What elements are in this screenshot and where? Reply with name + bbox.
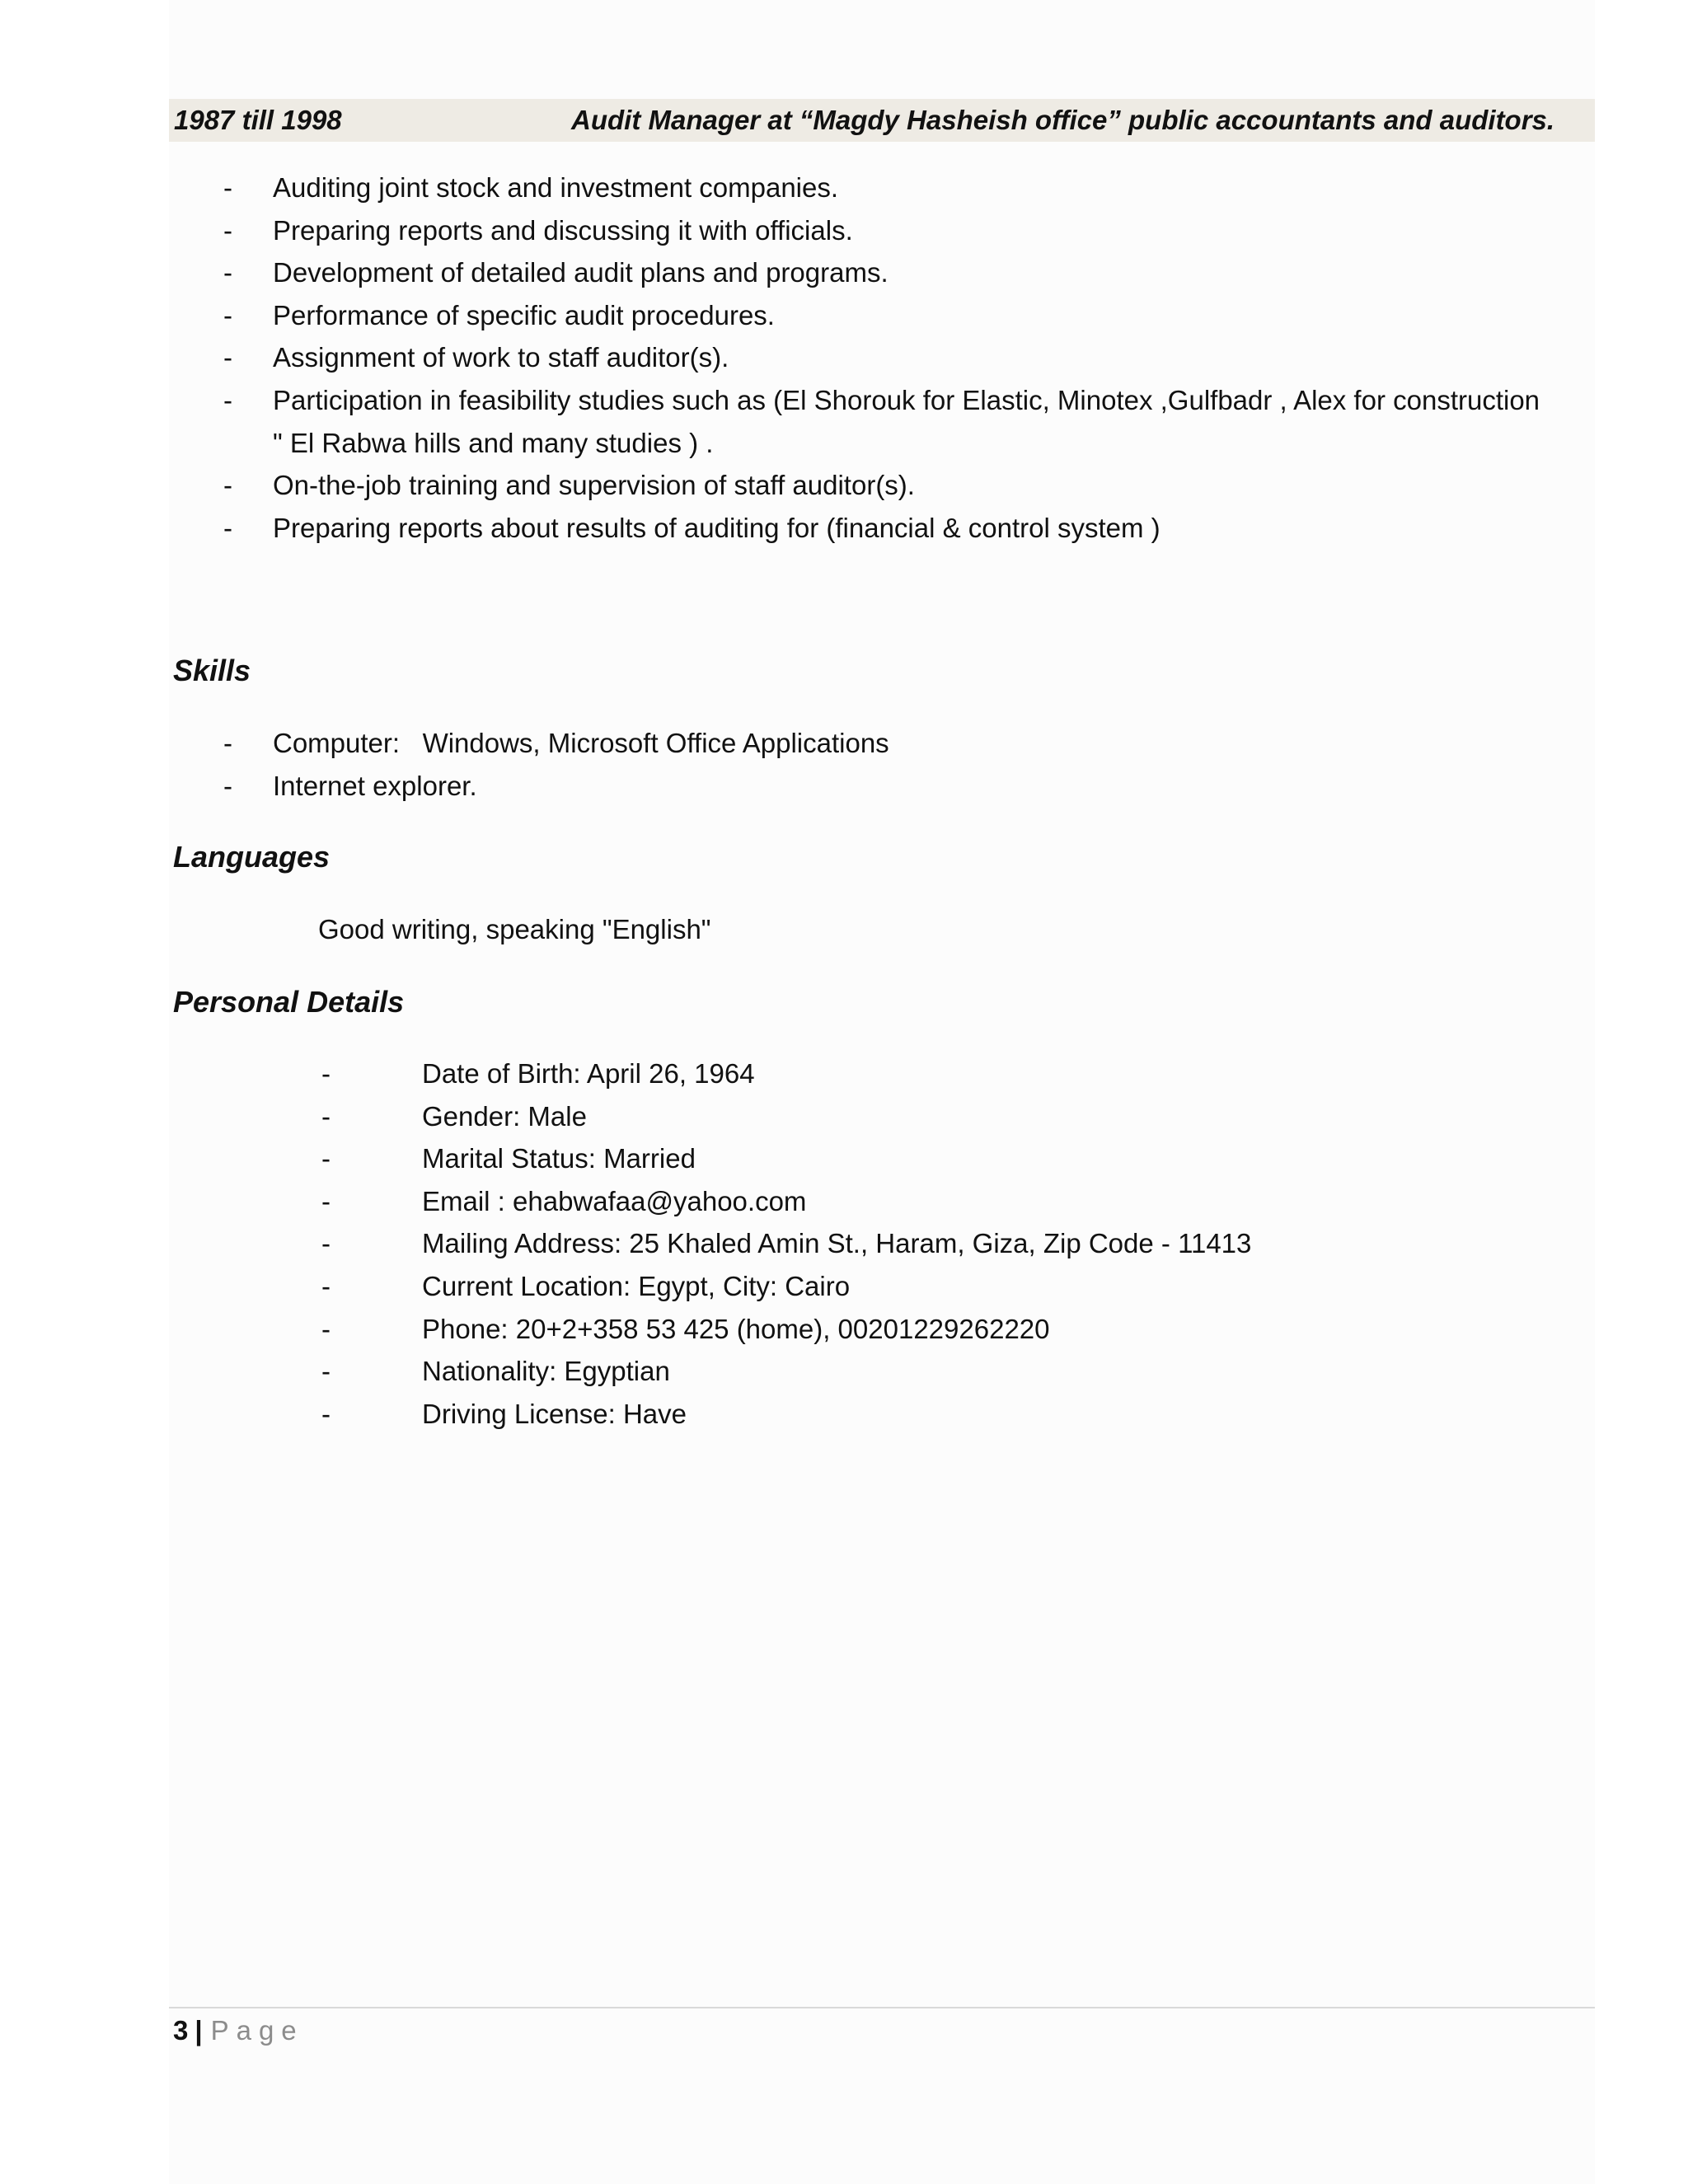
list-item: - Email : ehabwafaa@yahoo.com — [422, 1180, 1251, 1223]
bullet-dash: - — [223, 172, 232, 203]
list-item: - Assignment of work to staff auditor(s). — [273, 336, 1540, 379]
bullet-dash: - — [321, 1356, 331, 1387]
personal-details-list — [321, 1052, 1252, 1435]
list-item: - Internet explorer. — [273, 765, 889, 808]
list-item: - Driving License: Have — [422, 1393, 1251, 1436]
bullet-dash: - — [223, 257, 232, 288]
bullet-dash: - — [321, 1058, 331, 1089]
page-label: Page — [210, 2015, 304, 2046]
list-item: - Performance of specific audit procedures. — [273, 294, 1540, 337]
list-item: - Gender: Male — [422, 1095, 1251, 1138]
list-item: - Development of detailed audit plans and programs. — [273, 251, 1540, 294]
job-title: Audit Manager at “Magdy Hasheish office” public accountants and auditors. — [571, 105, 1555, 135]
bullet-dash: - — [223, 770, 232, 801]
job-duties-list — [223, 166, 1540, 549]
footer-divider — [169, 2007, 1595, 2008]
list-item: - Marital Status: Married — [422, 1137, 1251, 1180]
list-item: - Current Location: Egypt, City: Cairo — [422, 1265, 1251, 1308]
job-period: 1987 till 1998 — [174, 105, 342, 135]
bullet-dash: - — [223, 384, 232, 415]
list-item: - Computer: Windows, Microsoft Office Applications — [273, 722, 889, 765]
languages-text: Good writing, speaking "English" — [318, 914, 711, 944]
bullet-dash: - — [223, 342, 232, 373]
list-item-continuation: " El Rabwa hills and many studies ) . — [273, 427, 714, 458]
list-item: - Nationality: Egyptian — [422, 1350, 1251, 1393]
list-item: - Preparing reports about results of auditing for (financial & control system ) — [273, 507, 1540, 550]
bullet-dash: - — [321, 1185, 331, 1216]
list-item: - Mailing Address: 25 Khaled Amin St., Haram, Giza, Zip Code - 11413 — [422, 1222, 1251, 1265]
bullet-dash: - — [321, 1143, 331, 1174]
list-item: - Date of Birth: April 26, 1964 — [422, 1052, 1251, 1095]
bullet-dash: - — [321, 1313, 331, 1344]
list-item: - Preparing reports and discussing it with officials. — [273, 209, 1540, 252]
bullet-dash: - — [223, 299, 232, 330]
list-item: - Participation in feasibility studies such as (El Shorouk for Elastic, Minotex ,Gulfbadr , Alex for construction " El Rabwa hills and many studies ) . — [273, 379, 1540, 464]
skills-list — [223, 722, 889, 807]
personal-details-heading: Personal Details — [173, 985, 405, 1019]
bullet-dash: - — [321, 1100, 331, 1132]
bullet-dash: - — [321, 1228, 331, 1259]
page-number: 3 — [173, 2015, 189, 2046]
job-header — [169, 99, 1595, 142]
bullet-dash: - — [223, 512, 232, 543]
skills-heading: Skills — [173, 654, 251, 687]
list-item: - Phone: 20+2+358 53 425 (home), 00201229262220 — [422, 1308, 1251, 1351]
list-item: - On-the-job training and supervision of staff auditor(s). — [273, 464, 1540, 507]
bullet-dash: - — [223, 728, 232, 758]
page-footer — [173, 2013, 304, 2049]
list-item: - Auditing joint stock and investment companies. — [273, 166, 1540, 209]
bullet-dash: - — [321, 1398, 331, 1429]
languages-heading: Languages — [173, 840, 331, 874]
bullet-dash: - — [321, 1270, 331, 1301]
footer-separator: | — [195, 2015, 203, 2046]
bullet-dash: - — [223, 470, 232, 501]
bullet-dash: - — [223, 214, 232, 246]
